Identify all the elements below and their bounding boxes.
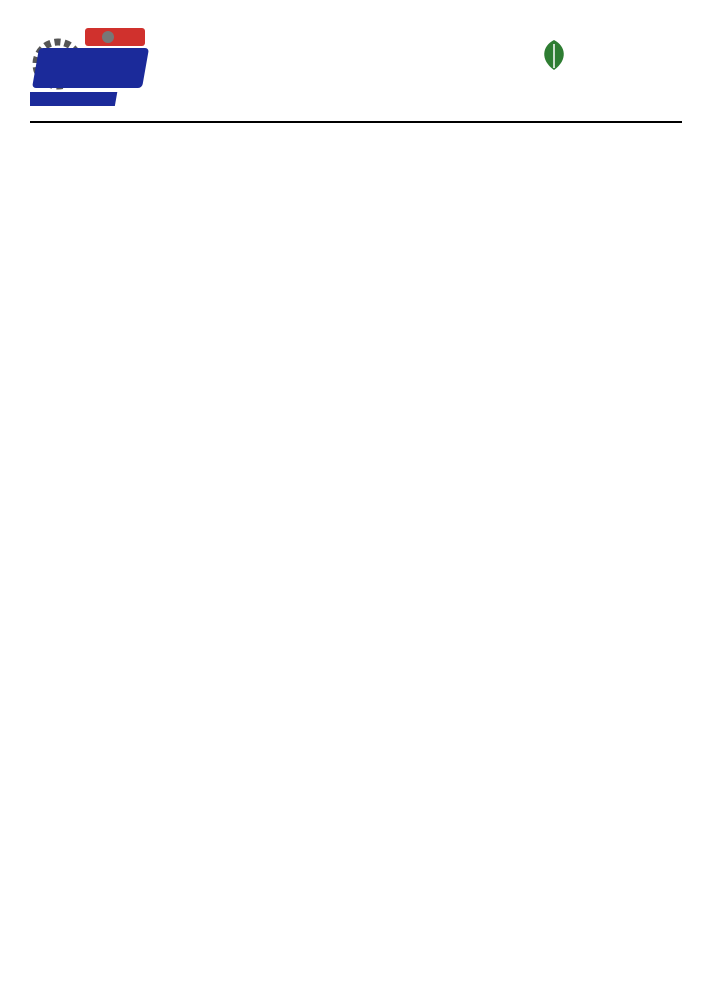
partner-logo bbox=[536, 38, 686, 68]
logo-red-bar bbox=[85, 28, 145, 46]
logo-blue-plate bbox=[32, 48, 149, 88]
header-divider bbox=[30, 121, 682, 123]
footer-contacts bbox=[33, 915, 38, 925]
leaf-icon bbox=[536, 38, 572, 72]
technical-drawing bbox=[0, 380, 706, 880]
company-logo bbox=[30, 20, 165, 115]
